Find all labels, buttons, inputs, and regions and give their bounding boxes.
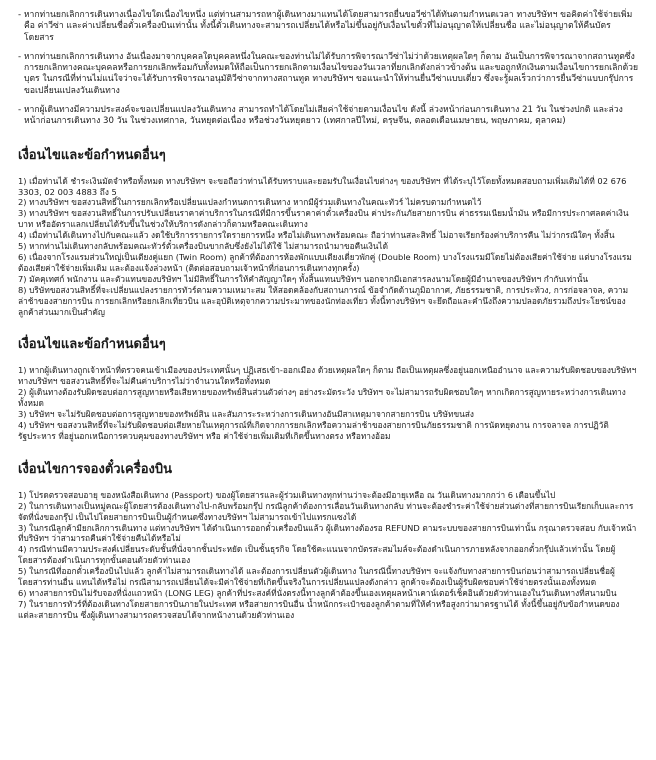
section2-list [18,365,638,441]
list-item: 3) ในกรณีลูกค้ามียกเลิกการเดินทาง แต่ทางบริษัทฯ ได้ดำเนินการออกตั๋วเครื่องบินแล้ว ผู้เดินทางต้องรอ REFUND ตามระบบของสายการบินเท่านั้น กรุณาตรวจสอบ กับเจ้าหน้าที่บริษัทฯ ว่าสามารถคืนค่าใช้จ่ายคืนได้หรือไม่ [18,522,637,544]
section-title-flight-booking: เงื่อนไขการจองตั๋วเครื่องบิน [18,461,172,477]
list-item: 1) เมื่อท่านได้ ชำระเงินมัดจำหรือทั้งหมด ทางบริษัทฯ จะขอถือว่าท่านได้รับทราบและยอมรับในเงื่อนไขต่างๆ ของบริษัทฯ ที่ได้ระบุไว้โดยทั้งหมดสอบถามเพิ่มเติมได้ที่ 02 676 3303, 02 003 4883 ถึง 5 [18,175,627,197]
list-item: 1) หากผู้เดินทางถูกเจ้าหน้าที่ตรวจคนเข้าเมืองของประเทศนั้นๆ ปฏิเสธเข้า-ออกเมือง ด้วยเหตุผลใดๆ ก็ตาม ถือเป็นเหตุผลซึ่งอยู่นอกเหนืออำนาจ และความรับผิดชอบของบริษัทฯ ทางบริษัทฯ ขอสงวนสิทธิ์ที่จะไม่คืนค่าบริการไม่ว่าจำนวนใดหรือทั้งหมด [18,365,637,387]
list-item: 4) บริษัทฯ ขอสงวนสิทธิ์ที่จะไม่รับผิดชอบต่อเสียหายในเหตุการณ์ที่เกิดจากการยกเลิกหรือความล่าช้าของสายการบินภัยธรรมชาติ การนัดหยุดงาน การจลาจล การปฏิวัติ รัฐประหาร ที่อยู่นอกเหนือการควบคุมของทางบริษัทฯ หรือ ค่าใช้จ่ายเพิ่มเติมที่เกิดขึ้นทางตรง หรือทางอ้อม [18,419,609,441]
list-item: 7) มัคคุเทศก์ พนักงาน และตัวแทนของบริษัทฯ ไม่มีสิทธิ์ในการให้คำสัญญาใดๆ ทั้งสิ้นแทนบริษัทฯ นอกจากมีเอกสารลงนามโดยผู้มีอำนาจของบริษัทฯ กำกับเท่านั้น [18,273,589,284]
list-item: 8) บริษัทขอสงวนสิทธิ์ที่จะเปลี่ยนแปลงรายการทัวร์ตามความเหมาะสม ให้สอดคล้องกับสถานการณ์ ข้อจำกัดด้านภูมิอากาศ, ภัยธรรมชาติ, การประท้วง, การก่อจลาจล, ความล่าช้าของสายการบิน การยกเลิกหรือยกเลิกเที่ยวบิน และอุบัติเหตุจากความประมาทของนักท่องเที่ยว ทั้งนี้ทางบริษัทฯ จะยึดถือและคำนึงถึงความปลอดภัยรวมถึงประโยชน์ของลูกค้าส่วนมากเป็นสำคัญ [18,284,629,317]
section-title-other-conditions: เงื่อนไขและข้อกำหนดอื่นๆ [18,147,166,163]
list-item: 2) ทางบริษัทฯ ขอสงวนสิทธิ์ในการยกเลิกหรือเปลี่ยนแปลงกำหนดการเดินทาง หากมีผู้ร่วมเดินทางในคณะทัวร์ ไม่ครบตามกำหนดไว้ [18,197,482,208]
list-item: 7) ในรายการทัวร์ที่ต้องเดินทางโดยสายการบินภายในประเทศ หรือสายการบินอื่น น้ำหนักกระเป๋าของลูกค้าตามที่ให้คำหรือสูงกว่ามาตรฐานได้ ทั้งนี้ขึ้นอยู่กับข้อกำหนดของแต่ละสายการบิน ซึ่งผู้เดินทางสามารถตรวจสอบได้จากหน้างานด้วยตัวท่านเอง [18,598,620,620]
section-title-other-conditions-2: เงื่อนไขและข้อกำหนดอื่นๆ [18,337,166,353]
list-item: 2) ในการเดินทางเป็นหมู่คณะผู้โดยสารต้องเดินทางไป-กลับพร้อมกรุ๊ป กรณีลูกค้าต้องการเลื่อนวันเดินทางกลับ ท่านจะต้องชำระค่าใช้จ่ายส่วนต่างที่สายการบินเรียกเก็บและการจัดที่นั่งของกรุ๊ป เป็นไปโดยสายการบินเป็นผู้กำหนดซึ่งทางบริษัทฯ ไม่สามารถเข้าไปแทรกแซงได้ [18,500,634,522]
intro-bullets [18,10,638,128]
list-item: 5) ในกรณีที่ออกตั๋วเครื่องบินไปแล้ว ลูกค้าไม่สามารถเดินทางได้ และต้องการเปลี่ยนตัวผู้เดินทาง ในกรณีนี้ทางบริษัทฯ จะแจ้งกับทางสายการบินก่อนว่าสามารถเปลี่ยนชื่อผู้โดยสารท่านอื่น แทนได้หรือไม่ กรณีสามารถเปลี่ยนได้จะมีค่าใช้จ่ายที่เกิดขึ้นจริงในการเปลี่ยนแปลงดังกล่าว ลูกค้าจะต้องเป็นผู้รับผิดชอบค่าใช้จ่ายตรงนั้นเองทั้งหมด [18,566,615,588]
intro-bullet: - หากผู้เดินทางมีความประสงค์จะขอเปลี่ยนแปลงวันเดินทาง สามารถทำได้โดยไม่เสียค่าใช้จ่ายตามเงื่อนไข ดังนี้ ล่วงหน้าก่อนการเดินทาง 21 วัน ในช่วงปกติ และล่วงหน้าก่อนการเดินทาง 30 วัน ในช่วงเทศกาล, วันหยุดต่อเนื่อง หรือช่วงวันหยุดยาว (เทศกาลปีใหม่, ตรุษจีน, ตลอดเดือนเมษายน, พฤษภาคม, ตุลาคม) [18,105,638,128]
list-item: 3) บริษัทฯ จะไม่รับผิดชอบต่อการสูญหายของทรัพย์สิน และสัมภาระระหว่างการเดินทางอันมีสาเหตุมาจากสายการบิน บริษัทขนส่ง [18,409,474,420]
list-item: 4) เมื่อท่านได้เดินทางไปกับคณะแล้ว งดใช้บริการรายการใดรายการหนึ่ง หรือไม่เดินทางพร้อมคณะ ถือว่าท่านสละสิทธิ์ ไม่อาจเรียกร้องค่าบริการคืน ไม่ว่ากรณีใดๆ ทั้งสิ้น [18,230,615,241]
section1-list [18,176,638,318]
section3-list [18,490,638,621]
list-item: 4) กรณีท่านมีความประสงค์เปลี่ยนระดับชั้นที่นั่งจากชั้นประหยัด เป็นชั้นธุรกิจ โดยใช้คะแนนจากบัตรสะสมไมล์จะต้องดำเนินการภายหลังจากออกตั๋วกรุ๊ปแล้วเท่านั้น โดยผู้โดยสารต้องดำเนินการทุกขั้นตอนด้วยตัวท่านเอง [18,544,616,566]
list-item: 6) เนื่องจากโรงแรมส่วนใหญ่เป็นเตียงคู่แยก (Twin Room) ลูกค้าที่ต้องการห้องพักแบบเตียงเดี่ยวพักคู่ (Double Room) บางโรงแรมมีโดยไม่ต้องเสียค่าใช้จ่าย แต่บางโรงแรมต้องเสียค่าใช้จ่ายเพิ่มเติม และต้องแจ้งล่วงหน้า (ติดต่อสอบถามเจ้าหน้าที่ก่อนการเดินทางทุกครั้ง) [18,252,632,273]
list-item: 2) ผู้เดินทางต้องรับผิดชอบต่อการสูญหายหรือเสียหายของทรัพย์สินส่วนตัวต่างๆ อย่างระมัดระวัง บริษัทฯ จะไม่สามารถรับผิดชอบใดๆ หากเกิดการสูญหายระหว่างการเดินทางทั้งหมด [18,387,626,409]
intro-bullet: - หากท่านยกเลิกการเดินทาง อันเนื่องมาจากบุคคลใดบุคคลหนึ่งในคณะของท่านไม่ได้รับการพิจารณาวีซ่าไม่ว่าด้วยเหตุผลใดๆ ก็ตาม อันเป็นการพิจารณาจากสถานทูตซึ่งการยกเลิกทางคณะบุคคลหรือการยกเลิกพร้อมกับทั้งหมดให้ถือเป็นการยกเลิกตามเงื่อนไขของวันเวลาที่ยกเลิกดังกล่าวข้างต้น และขอถูกหักเงินตามเงื่อนไขการยกเลิกด้วยบุตร ในกรณีที่ท่านไม่แน่ใจว่าจะได้รับการพิจารณาอนุมัติวีซ่าจากทางสถานทูต ทางบริษัทฯ ขอแนะนำให้ท่านยื่นวีซ่าแบบเดี่ยว ซึ่งจะรู้ผลเร็วกว่าการยื่นวีซ่าแบบกรุ๊ปการขอเปลี่ยนแปลงวันเดินทาง [18,52,638,97]
list-item: 6) ทางสายการบินไม่รับจองที่นั่งแถวหน้า (LONG LEG) ลูกค้าที่ประสงค์ที่นั่งตรงนี้ทางลูกค้าต้องขึ้นเองเหตุผลหน้าเคาน์เตอร์เช็คอินด้วยตัวท่านเองในวันเดินทางที่สนามบิน [18,587,617,598]
list-item: 3) ทางบริษัทฯ ขอสงวนสิทธิ์ในการปรับเปลี่ยนราคาค่าบริการในกรณีที่มีการขึ้นราคาค่าตั๋วเครื่องบิน ค่าประกันภัยสายการบิน ค่าธรรมเนียมน้ำมัน หรือมีการประกาศลดค่าเงินบาท หรืออัตราแลกเปลี่ยนได้รับขึ้นในช่วงให้บริการดังกล่าวก็ตามหรือคณะเดินทาง [18,208,629,230]
list-item: 1) โปรดตรวจสอบอายุ ของหนังสือเดินทาง (Passport) ของผู้โดยสารและผู้ร่วมเดินทางทุกท่านว่าจะต้องมีอายุเหลือ ณ วันเดินทางมากกว่า 6 เดือนขึ้นไป [18,489,556,500]
list-item: 5) หากท่านไม่เดินทางกลับพร้อมคณะทัวร์ตั๋วเครื่องบินขากลับซึ่งยังไม่ได้ใช้ ไม่สามารถนำมาขอคืนเงินได้ [18,241,388,252]
intro-bullet: - หากท่านยกเลิกการเดินทางเนื่องไขใดเนื่องไขหนึ่ง แต่ท่านสามารถหาผู้เดินทางมาแทนได้โดยสามารถยื่นขอวีซ่าได้ทันตามกำหนดเวลา ทางบริษัทฯ ขอคิดค่าใช้จ่ายเพิ่มคือ ค่าวีซ่า และค่าเปลี่ยนชื่อตั๋วเครื่องบินเท่านั้น ทั้งนี้ตั๋วเดินทางจะสามารถเปลี่ยนได้หรือไม่ขึ้นอยู่กับเงื่อนไขตั๋วที่ไม่อนุญาตให้เปลี่ยนชื่อ และไม่อนุญาตให้คืนบัตรโดยสาร [18,10,638,44]
